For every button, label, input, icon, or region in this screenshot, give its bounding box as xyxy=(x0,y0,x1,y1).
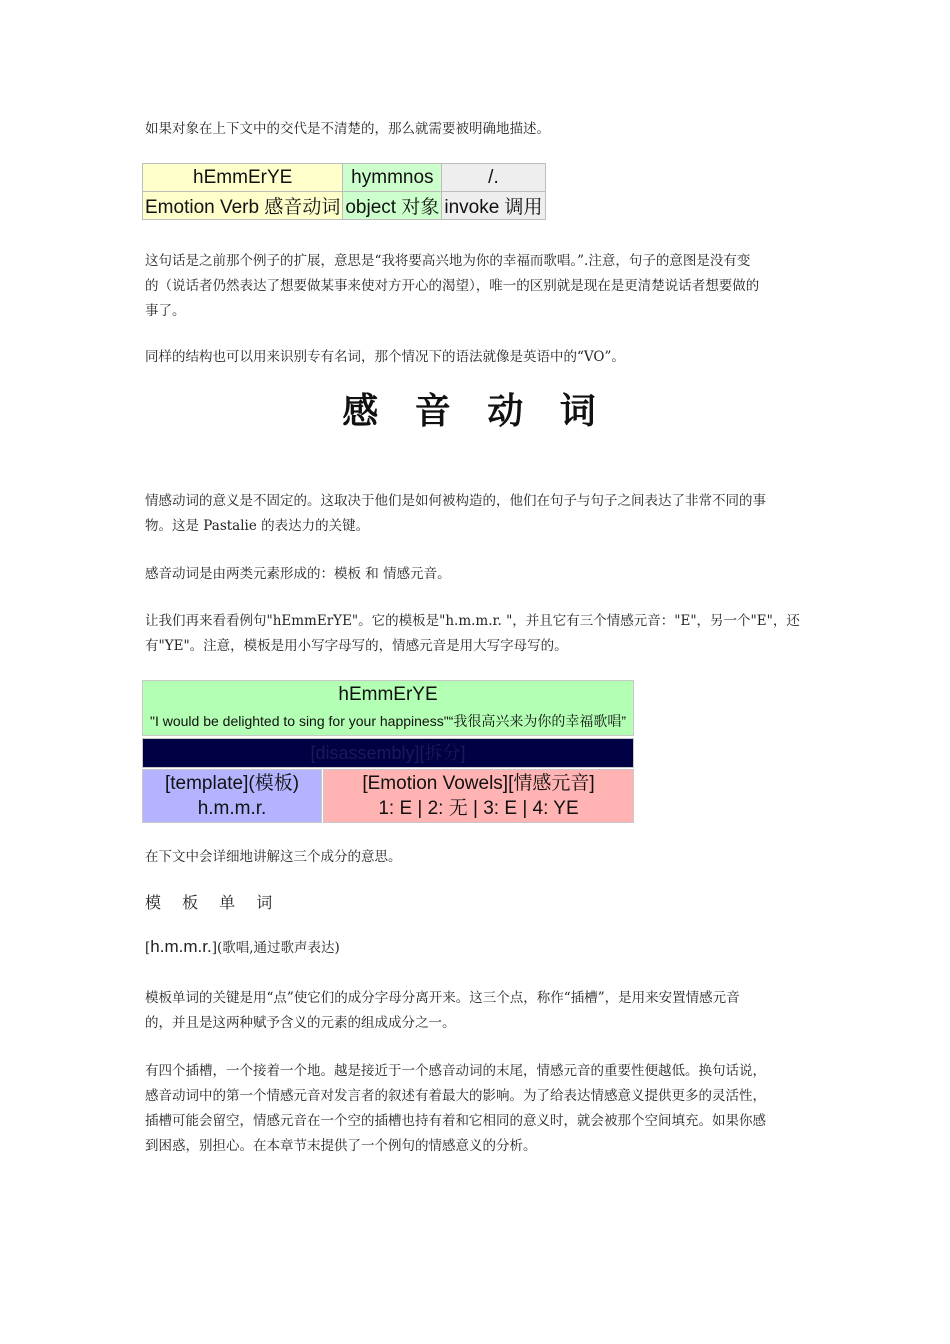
sentence-breakdown-table xyxy=(142,163,546,220)
paragraph-line: 插槽可能会留空，情感元音在一个空的插槽也持有着和它相同的意义时，就会被那个空间填充。如果你感 xyxy=(145,1113,766,1129)
paragraph-elements xyxy=(145,562,809,587)
vowels-label: [Emotion Vowels][情感元音] xyxy=(362,773,595,794)
template-cell xyxy=(142,769,322,823)
disassembly-table xyxy=(142,680,634,823)
cell-invoke-gloss: invoke 调用 xyxy=(442,192,545,220)
paragraph-extension xyxy=(145,249,809,324)
example-word: hEmmErYE xyxy=(338,684,438,705)
cell-object-gloss: object 对象 xyxy=(343,192,442,220)
table-row xyxy=(143,192,546,220)
bracket-open: [ xyxy=(145,940,151,956)
word-header-cell xyxy=(142,680,634,736)
table-row xyxy=(143,164,546,192)
paragraph-line: 有"YE"。注意，模板是用小写字母写的，情感元音是用大写字母写的。 xyxy=(145,638,568,654)
table-row xyxy=(142,769,634,823)
cell-invoke: /. xyxy=(442,164,545,192)
cell-object: hymmnos xyxy=(343,164,442,192)
vowels-value: 1: E | 2: 无 | 3: E | 4: YE xyxy=(378,798,579,819)
paragraph-slots xyxy=(145,986,809,1036)
paragraph-line: 感音动词中的第一个情感元音对发言者的叙述有着最大的影响。为了给表达情感意义提供更多的灵活性， xyxy=(145,1088,766,1104)
paragraph-line: 的，并且是这两种赋予含义的元素的组成成分之一。 xyxy=(145,1015,456,1031)
paragraph-preview xyxy=(145,845,809,870)
paragraph-line: 让我们再来看看例句"hEmmErYE"。它的模板是"h.m.m.r. "，并且它有三个情感元音："E"，另一个"E"，还 xyxy=(145,613,800,629)
paragraph-text: 同样的结构也可以用来识别专有名词，那个情况下的语法就像是英语中的“VO”。 xyxy=(145,349,625,365)
cell-verb: hEmmErYE xyxy=(143,164,343,192)
paragraph-line: 这句话是之前那个例子的扩展，意思是“我将要高兴地为你的幸福而歌唱。”.注意，句子的意图是没有变 xyxy=(145,253,751,269)
template-word: h.m.m.r. xyxy=(150,937,212,956)
paragraph-example xyxy=(145,609,809,659)
template-word-gloss: ](歌唱,通过歌声表达) xyxy=(211,940,340,956)
paragraph-text: 在下文中会详细地讲解这三个成分的意思。 xyxy=(145,849,402,865)
vowels-cell xyxy=(323,769,634,823)
example-translation: "I would be delighted to sing for your happiness"“我很高兴来为你的幸福歌唱” xyxy=(149,713,626,729)
paragraph-line: 到困惑，别担心。在本章节末提供了一个例句的情感意义的分析。 xyxy=(145,1138,537,1154)
paragraph-object-clarity xyxy=(145,117,809,142)
section-heading: 感 音 动 词 xyxy=(342,391,608,432)
paragraph-line: 模板单词的关键是用“点”使它们的成分字母分离开来。这三个点，称作“插槽”，是用来安置情感元音 xyxy=(145,990,740,1006)
paragraph-line: 有四个插槽，一个接着一个地。越是接近于一个感音动词的末尾，情感元音的重要性便越低。换句话说， xyxy=(145,1063,766,1079)
paragraph-text: 如果对象在上下文中的交代是不清楚的，那么就需要被明确地描述。 xyxy=(145,121,550,137)
cell-verb-gloss: Emotion Verb 感音动词 xyxy=(143,192,343,220)
paragraph-text: 感音动词是由两类元素形成的：模板 和 情感元音。 xyxy=(145,566,451,582)
paragraph-line: 的（说话者仍然表达了想要做某事来使对方开心的渴望），唯一的区别就是现在是更清楚说话者想要做的 xyxy=(145,278,760,294)
paragraph-line: 物。这是 Pastalie 的表达力的关键。 xyxy=(145,518,370,534)
paragraph-line: 事了。 xyxy=(145,303,186,319)
paragraph-four-slots xyxy=(145,1059,809,1159)
template-label: [template](模板) xyxy=(164,773,300,794)
subheading-template-word: 模 板 单 词 xyxy=(145,893,281,912)
paragraph-meaning xyxy=(145,489,809,539)
template-value: h.m.m.r. xyxy=(197,798,267,819)
disassembly-bar: [disassembly][拆分] xyxy=(142,738,634,768)
paragraph-line: 情感动词的意义是不固定的。这取决于他们是如何被构造的，他们在句子与句子之间表达了非常不同的事 xyxy=(145,493,766,509)
template-word-entry xyxy=(145,936,340,957)
paragraph-proper-noun xyxy=(145,345,809,370)
